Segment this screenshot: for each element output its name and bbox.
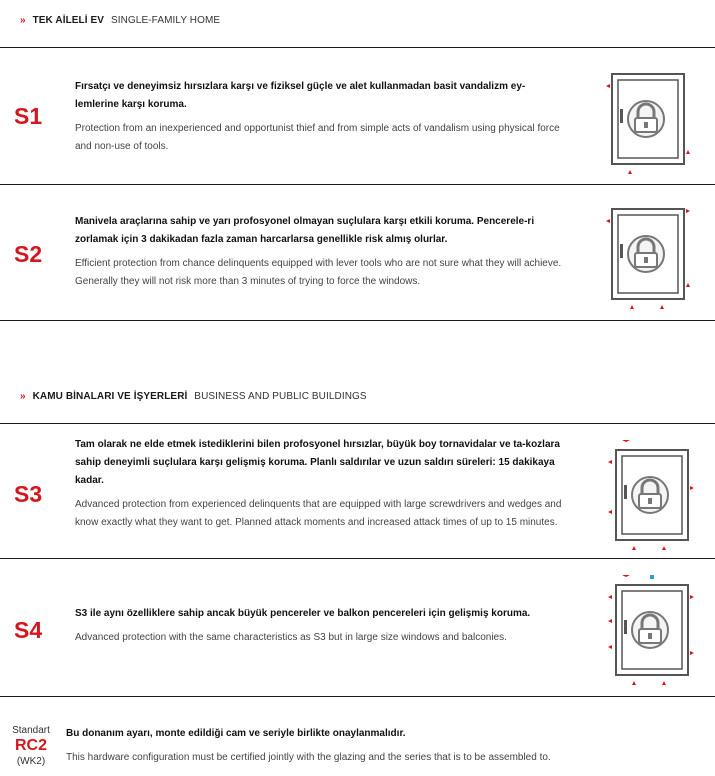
description-tr: Manivela araçlarına sahip ve yarı profosyonel olmayan suçlulara karşı etkili koruma. Pencerele-ri zorlamak için 3 dakikadan fazla zaman harcarlarsa genellikle risk almış olurlar. <box>75 216 535 245</box>
description-tr: Bu donanım ayarı, monte edildiği cam ve seriyle birlikte onaylanmalıdır. <box>66 728 406 739</box>
section-header-single-family <box>20 15 220 26</box>
standard-sub: (WK2) <box>16 756 46 767</box>
standard-label: Standart <box>12 725 50 736</box>
section-title-en: BUSINESS AND PUBLIC BUILDINGS <box>194 391 367 402</box>
description-en: Advanced protection with the same characteristics as S3 but in large size windows and balconies. <box>75 632 507 643</box>
security-level-s4 <box>0 559 715 696</box>
level-description <box>75 78 563 156</box>
chevron-icon: » <box>20 15 26 26</box>
security-level-s3 <box>0 424 715 558</box>
security-level-s2 <box>0 185 715 320</box>
description-en: Protection from an inexperienced and opportunist thief and from simple acts of vandalism using physical force and non-use of tools. <box>75 123 560 152</box>
chevron-icon: » <box>20 391 26 402</box>
divider <box>0 696 715 697</box>
section-title-tr: KAMU BİNALARI VE İŞYERLERİ <box>32 391 188 402</box>
level-code: S1 <box>14 103 43 129</box>
window-lock-icon <box>598 573 698 688</box>
section-title-tr: TEK AİLELİ EV <box>32 15 105 26</box>
description-en: This hardware configuration must be certified jointly with the glazing and the series that is to be assembled to. <box>66 752 551 763</box>
description-en: Efficient protection from chance delinquents equipped with lever tools who are not sure what they will achieve. Generally they will not risk more than 3 minutes of trying to force the windows. <box>75 258 562 287</box>
divider <box>0 320 715 321</box>
standard-description <box>66 727 626 765</box>
standard-code: RC2 <box>14 737 47 754</box>
level-description <box>75 213 563 291</box>
description-tr: S3 ile aynı özelliklere sahip ancak büyük pencereler ve balkon pencereleri için gelişmiş koruma. <box>75 608 531 619</box>
standard-badge <box>8 724 54 768</box>
description-en: Advanced protection from experienced delinquents that are equipped with large screwdrivers and wedges and know exactly what they want to get. Planned attack moments and increased attack times of up to 15 minutes. <box>75 499 562 528</box>
section-title-en: SINGLE-FAMILY HOME <box>110 15 221 26</box>
level-code: S4 <box>14 617 43 643</box>
description-tr: Fırsatçı ve deneyimsiz hırsızlara karşı ve fiziksel güçle ve alet kullanmadan basit vandalizm ey-lemlerine karşı koruma. <box>75 81 526 110</box>
level-description <box>75 605 563 647</box>
level-code: S2 <box>14 241 43 267</box>
window-lock-icon <box>598 438 698 553</box>
level-code: S3 <box>14 481 43 507</box>
window-lock-icon <box>598 197 698 312</box>
level-description <box>75 436 563 532</box>
description-tr: Tam olarak ne elde etmek istediklerini bilen profosyonel hırsızlar, büyük boy tornavidalar ve ta-kozlara sahip deneyimli suçlulara karşı gelişmiş koruma. Planlı saldırılar ve uzun saldırı süreleri: 15 dakikaya kadar. <box>75 439 560 486</box>
section-header-business <box>20 391 367 402</box>
security-level-s1 <box>0 48 715 184</box>
window-lock-icon <box>598 64 698 179</box>
